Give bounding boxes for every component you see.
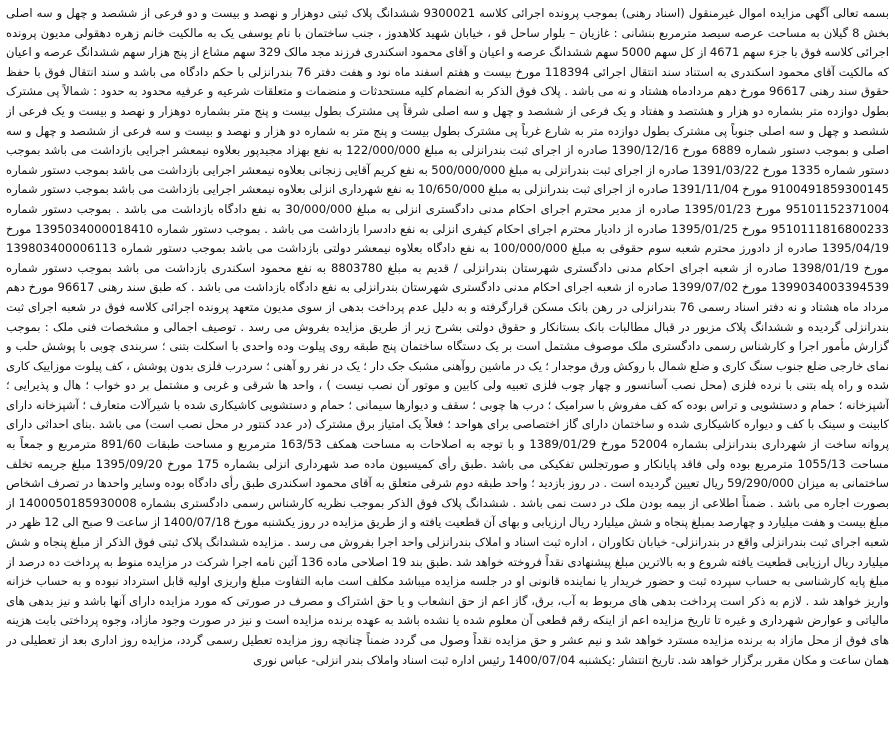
auction-notice-text: [6, 4, 889, 727]
notice-body: بسمه تعالی آگهی مزایده اموال غیرمنقول (اسناد رهنی) بموجب پرونده اجرائی کلاسه 9300021 ششدانگ پلاک ثبتی دوهزار و نهصد و بیست و دو فرعی از ششصد و چهل و سه اصلی بخش 8 گیلان به مساحت عرصه سیصد مترمربع بنشانی : غازیان – بلوار ساحل قو ، خیابان شهید کلاهدوز ، جنب ساختمان با نام یوسفی یک به مالکیت خانم زهره دهقولی مدیون پرونده اجرائی کلاسه فوق با جزء سهم 4671 از کل سهم 5000 سهم ششدانگ عرصه و اعیان و آقای محمود اسکندری فرزند مجد مالک 329 سهم مشاع از پنج هزار سهم ششدانگ عرصه و اعیان که مالکیت آقای محمود اسکندری به استناد سند انتقال اجرائی 118394 مورخ بیست و هفتم اسفند ماه نود و هفت دفتر 76 بندرانزلی با حکم دادگاه می باشد و سند انتقال فوق با حفظ حقوق سند رهنی 96617 مورخ دهم مردادماه هشتاد و نه می باشد . پلاک فوق الذکر به انضمام کلیه مستحدثات و منضمات و متعلقات شرعیه و عرفیه محدود به حدود : شمالاً پی مشترک بطول دوازده متر بشماره دو هزار و هشتصد و هفتاد و یک فرعی از ششصد و چهل و سه اصلی شرقاً پی مشترک بطول بیست و پنج متر بشماره دوهزار و نهصد و بیست و یک فرعی از ششصد و چهل و سه اصلی جنوباً پی مشترک بطول دوازده متر به شارع غرباً پی مشترک بطول بیست و پنج متر به شماره دو هزار و نهصد و بیست و سه فرعی از ششصد و چهل و سه اصلی و بموجب دستور شماره 6889 مورخ 1390/12/16 صادره از اجرای ثبت بندرانزلی به مبلغ 122/000/000 به نفع بهزاد مجیدپور بعلاوه نیمعشر اجرایی بازداشت می باشد بموجب دستور شماره 1335 مورخ 1391/03/22 صادره از اجرای ثبت بندرانزلی به مبلغ 500/000/000 به نفع کریم آقایی زنجانی بعلاوه نیمعشر اجرایی بازداشت می باشد بموجب دستور شماره 9100491859300145 مورخ 1391/11/04 صادره از اجرای ثبت بندرانزلی به مبلغ 10/650/000 به نفع شهرداری انزلی بعلاوه نیمعشر اجرایی بازداشت می باشد بموجب دستور شماره 95101152371004 مورخ 1395/01/23 صادره از مدیر محترم اجرای احکام مدنی دادگستری انزلی به مبلغ 30/000/000 به نفع دادگاه بازداشت می باشد . بموجب دستور شماره 9510111816800233 مورخ 1395/01/25 صادره از دادیار محترم اجرای احکام کیفری انزلی به نفع دادسرا بازداشت می باشد . بموجب دستور شماره 1395034000018410 مورخ 1395/04/19 صادره از دادورز محترم شعبه سوم حقوقی به مبلغ 100/000/000 به نفع دادگاه بعلاوه نیمعشر دولتی بازداشت می باشد بموجب دستور شماره 139803400006113 مورخ 1398/01/19 صادره از شعبه اجرای احکام مدنی دادگستری شهرستان بندرانزلی / قدیم به مبلغ 8803780 به نفع محمود اسکندری بازداشت می باشد بموجب دستور شماره 1399034003394539 مورخ 1399/07/02 صادره از شعبه اجرای احکام مدنی دادگستری شهرستان بندرانزلی به نفع دادگاه بازداشت می باشد . که طبق سند رهنی 96617 مورخ دهم مرداد ماه هشتاد و نه دفتر اسناد رسمی 76 بندرانزلی در رهن بانک مسکن قرارگرفته و به دلیل عدم پرداخت بدهی از سوی مدیون متعهد پرونده اجرائی کلاسه فوق در شعبه اجرای ثبت بندرانزلی گردیده و ششدانگ پلاک مزبور در قبال مطالبات بانک بستانکار و حقوق دولتی بشرح زیر از طریق مزایده بفروش می رسد . توصیف اجمالی و مشخصات فنی ملک : بموجب گزارش مأمور اجرا و کارشناس رسمی دادگستری ملک موصوف مشتمل است بر یک دستگاه ساختمان پنج طبقه روی پیلوت وده واحدی با اسکلت بتنی ؛ سربندی چوبی با پوشش حلب و نمای خارجی ضلع جنوب سنگ کاری و ضلع شمال با روکش ورق موجدار ؛ یک در ماشین روآهنی مشبک جک دار ؛ یک در نفر رو آهنی ؛ سردرب فلزی بدون پوشش ، کف پیلوت موزاییک کاری شده و راه پله بتنی با نرده فلزی (محل نصب آسانسور و چهار چوب فلزی تعبیه ولی کابین و موتور آن نصب نیست ) ، واحد ها شرقی و غربی و مشتمل بر دو خواب ؛ هال و پذیرایی ؛ آشپزخانه ؛ حمام و دستشویی و تراس بوده که کف مفروش با سرامیک ؛ درب ها چوبی ؛ سقف و دیوارها سیمانی ؛ حمام و دستشویی کاشیکاری شده با شیرآلات متعارف ؛ آشپزخانه دارای کابینت و سینک با کف و دیواره کاشیکاری شده و ساختمان دارای گاز اختصاصی برای هواحد ؛ فعلاً یک امتیاز برق مشترک (در عدد کنتور در محل نصب است) می باشد .بنای احداثی دارای پروانه ساخت از شهرداری بندرانزلی بشماره 52004 مورخ 1389/01/29 و با توجه به اصلاحات به مساحت همکف 163/53 مترمربع و مساحت طبقات 891/60 مترمربع و جمعاً به مساحت 1055/13 مترمربع بوده ولی فاقد پایانکار و صورتجلس تفکیکی می باشد .طبق رأی کمیسیون ماده صد شهرداری انزلی بشماره 175 مورخ 1395/09/20 مبلغ جریمه تخلف ساختمانی به میزان 59/290/000 ریال تعیین گردیده است . در روز بازدید ؛ واحد طبقه دوم شرقی متعلق به آقای محمود اسکندری طبق رأی دادگاه بوده وسایر واحدها در تصرف اشخاص بصورت اجاره می باشد . ضمناً اطلاعی از بیمه بودن ملک در دست نمی باشد . ششدانگ پلاک فوق الذکر بموجب نظریه کارشناس رسمی دادگستری بشماره 1400050185930008 از مبلغ بیست و هفت میلیارد و چهارصد بمبلغ پنجاه و شش میلیارد ریال ارزیابی و بهای آن قطعیت یافته و از طریق مزایده در روز یکشنبه مورخ 1400/07/18 از ساعت 9 صبح الی 12 ظهر در شعبه اجرای ثبت بندرانزلی واقع در بندرانزلی- خیابان تکاوران ، اداره ثبت اسناد و املاک بندرانزلی واحد اجرا بفروش می رسد . مزایده ششدانگ پلاک ثبتی فوق الذکر از مبلغ پنجاه و شش میلیارد ریال ارزیابی قطعیت یافته شروع و به بالاترین مبلغ پیشنهادی نقداً فروخته خواهد شد .طبق بند 19 اصلاحی ماده 136 آئین نامه اجرا شرکت در مزایده منوط به پرداخت ده درصد از مبلغ پایه کارشناسی به حساب سپرده ثبت و حضور خریدار یا نماینده قانونی او در جلسه مزایده میباشد مکلف است مابه التفاوت مبلغ واریزی اولیه قابل استرداد نبوده و به حساب خزانه واریز خواهد شد . لازم به ذکر است پرداخت بدهی های مربوط به آب، برق، گاز اعم از حق انشعاب و یا حق اشتراک و مصرف در صورتی که مورد مزایده دارای آنها باشد و نیز بدهی های مالیاتی و عوارض شهرداری و غیره تا تاریخ مزایده اعم از اینکه رقم قطعی آن معلوم شده یا نشده باشد به عهده برنده مزایده است و نیز در صورت وجود مازاد، وجوه پرداختی بابت هزینه های فوق از محل مازاد به برنده مزایده مسترد خواهد شد و نیم عشر و حق مزایده نقداً وصول می گردد ضمناً چنانچه روز مزایده تعطیل رسمی گردد، مزایده روز اداری بعد از تعطیلی در همان ساعت و مکان مقرر برگزار خواهد شد. تاریخ انتشار :یکشنبه 1400/07/04 رئیس اداره ثبت اسناد واملاک بندر انزلی- عباس نوری: [6, 6, 889, 667]
